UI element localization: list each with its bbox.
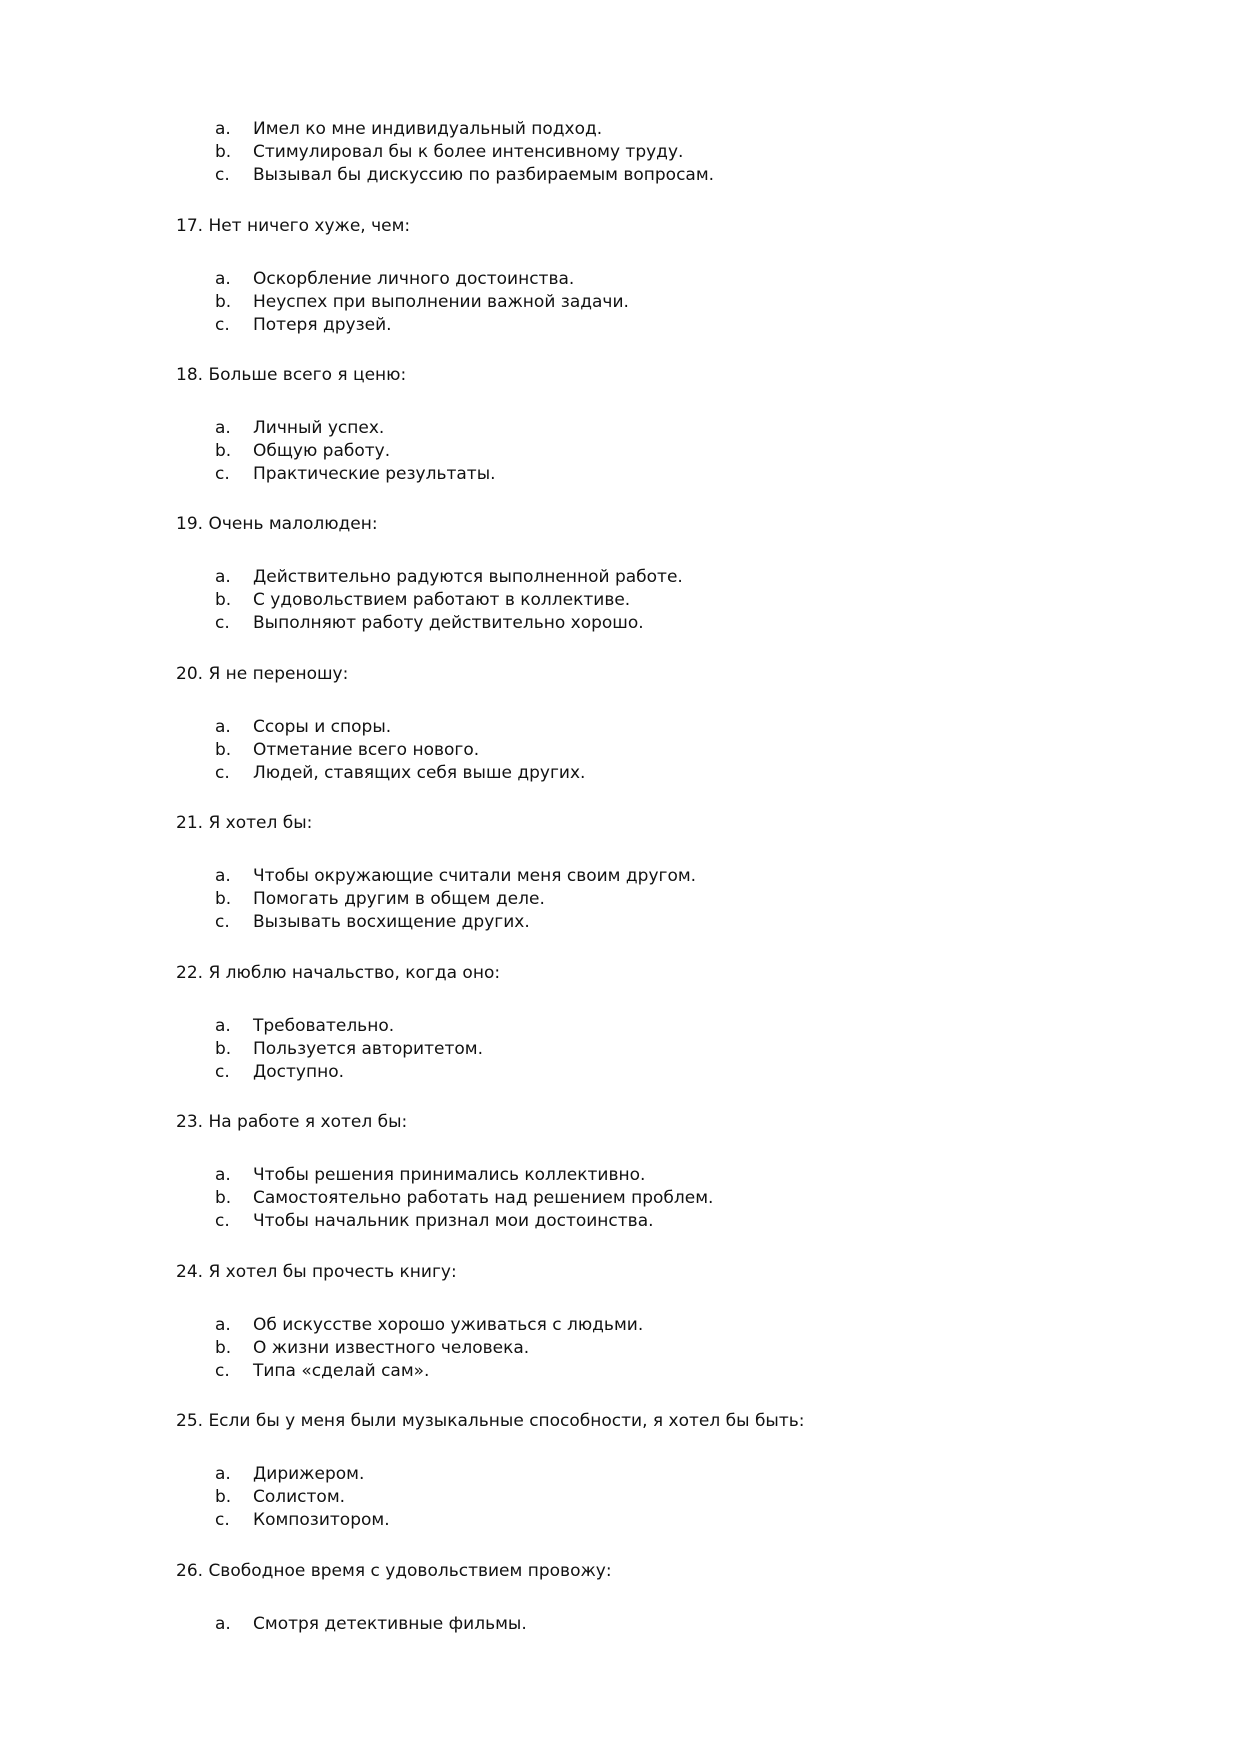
option-letter: b. — [215, 1188, 232, 1208]
option-text: Общую работу. — [253, 441, 391, 461]
option-text: Пользуется авторитетом. — [253, 1039, 483, 1059]
option-text: Оскорбление личного достоинства. — [253, 269, 575, 289]
option-text: О жизни известного человека. — [253, 1338, 530, 1358]
option-letter: a. — [215, 1614, 231, 1634]
option-text: Доступно. — [253, 1062, 345, 1082]
option-letter: b. — [215, 142, 232, 162]
option-letter: c. — [215, 315, 230, 335]
option-text: Потеря друзей. — [253, 315, 392, 335]
option-text: Об искусстве хорошо уживаться с людьми. — [253, 1315, 644, 1335]
option-text: Действительно радуются выполненной работе. — [253, 567, 683, 587]
question-title: 24. Я хотел бы прочесть книгу: — [176, 1262, 457, 1282]
option-letter: a. — [215, 1315, 231, 1335]
option-letter: c. — [215, 1211, 230, 1231]
option-text: Отметание всего нового. — [253, 740, 480, 760]
option-text: Солистом. — [253, 1487, 346, 1507]
option-letter: b. — [215, 889, 232, 909]
option-letter: a. — [215, 1464, 231, 1484]
option-letter: b. — [215, 292, 232, 312]
option-text: Чтобы начальник признал мои достоинства. — [253, 1211, 654, 1231]
question-title: 20. Я не переношу: — [176, 664, 349, 684]
option-letter: c. — [215, 1361, 230, 1381]
option-text: С удовольствием работают в коллективе. — [253, 590, 631, 610]
option-letter: c. — [215, 613, 230, 633]
option-letter: a. — [215, 717, 231, 737]
option-text: Вызывал бы дискуссию по разбираемым вопросам. — [253, 165, 715, 185]
option-letter: c. — [215, 464, 230, 484]
question-title: 18. Больше всего я ценю: — [176, 365, 407, 385]
option-text: Смотря детективные фильмы. — [253, 1614, 527, 1634]
question-title: 21. Я хотел бы: — [176, 813, 313, 833]
option-text: Вызывать восхищение других. — [253, 912, 530, 932]
question-title: 26. Свободное время с удовольствием провожу: — [176, 1561, 612, 1581]
option-letter: a. — [215, 1016, 231, 1036]
option-text: Людей, ставящих себя выше других. — [253, 763, 586, 783]
option-text: Композитором. — [253, 1510, 390, 1530]
option-letter: c. — [215, 165, 230, 185]
option-letter: a. — [215, 418, 231, 438]
option-letter: c. — [215, 1510, 230, 1530]
question-title: 19. Очень малолюден: — [176, 514, 378, 534]
option-letter: b. — [215, 590, 232, 610]
option-text: Помогать другим в общем деле. — [253, 889, 545, 909]
option-text: Выполняют работу действительно хорошо. — [253, 613, 644, 633]
option-letter: b. — [215, 1338, 232, 1358]
option-letter: b. — [215, 740, 232, 760]
option-text: Чтобы окружающие считали меня своим другом. — [253, 866, 697, 886]
option-text: Стимулировал бы к более интенсивному труду. — [253, 142, 684, 162]
option-letter: a. — [215, 1165, 231, 1185]
option-text: Дирижером. — [253, 1464, 365, 1484]
option-letter: a. — [215, 866, 231, 886]
question-title: 17. Нет ничего хуже, чем: — [176, 216, 411, 236]
option-text: Неуспех при выполнении важной задачи. — [253, 292, 629, 312]
question-title: 25. Если бы у меня были музыкальные способности, я хотел бы быть: — [176, 1411, 805, 1431]
option-text: Практические результаты. — [253, 464, 496, 484]
option-text: Самостоятельно работать над решением проблем. — [253, 1188, 714, 1208]
question-title: 23. На работе я хотел бы: — [176, 1112, 408, 1132]
option-text: Ссоры и споры. — [253, 717, 392, 737]
option-letter: a. — [215, 269, 231, 289]
option-letter: c. — [215, 763, 230, 783]
option-letter: a. — [215, 567, 231, 587]
option-letter: a. — [215, 119, 231, 139]
option-letter: b. — [215, 441, 232, 461]
option-text: Чтобы решения принимались коллективно. — [253, 1165, 646, 1185]
option-letter: c. — [215, 1062, 230, 1082]
option-text: Типа «сделай сам». — [253, 1361, 430, 1381]
option-letter: b. — [215, 1487, 232, 1507]
option-letter: c. — [215, 912, 230, 932]
option-text: Личный успех. — [253, 418, 385, 438]
option-text: Имел ко мне индивидуальный подход. — [253, 119, 603, 139]
option-text: Требовательно. — [253, 1016, 395, 1036]
question-title: 22. Я люблю начальство, когда оно: — [176, 963, 501, 983]
option-letter: b. — [215, 1039, 232, 1059]
